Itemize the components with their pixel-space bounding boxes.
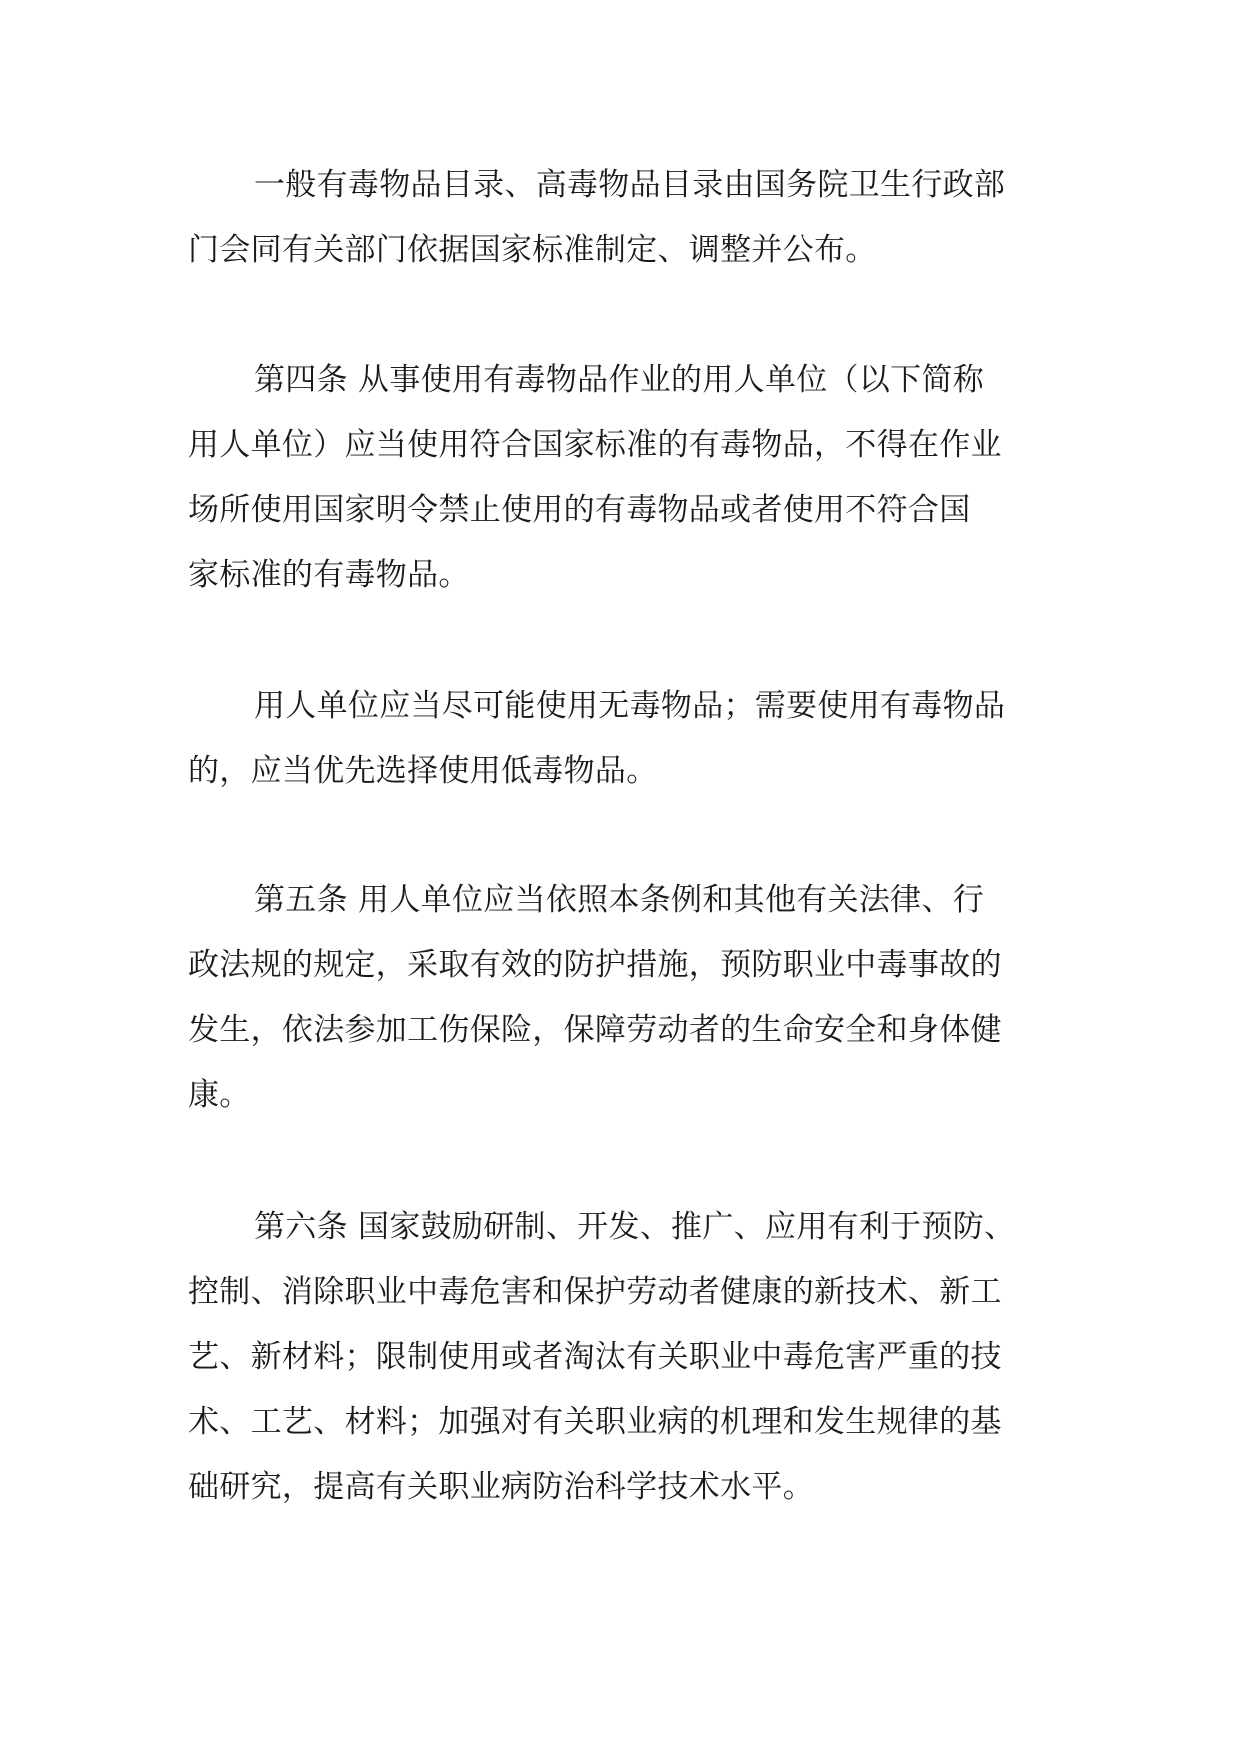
text-line: 的，应当优先选择使用低毒物品。 [188,753,658,789]
text-line: 础研究，提高有关职业病防治科学技术水平。 [188,1469,814,1505]
text-line: 政法规的规定，采取有效的防护措施，预防职业中毒事故的 [188,947,1002,983]
text-line: 控制、消除职业中毒危害和保护劳动者健康的新技术、新工 [188,1274,1002,1310]
text-line: 门会同有关部门依据国家标准制定、调整并公布。 [188,232,877,268]
text-line: 第四条 从事使用有毒物品作业的用人单位（以下简称 [254,362,985,398]
text-line: 术、工艺、材料；加强对有关职业病的机理和发生规律的基 [188,1404,1002,1440]
text-line: 用人单位应当尽可能使用无毒物品；需要使用有毒物品 [254,688,1006,724]
text-line: 场所使用国家明令禁止使用的有毒物品或者使用不符合国 [188,492,971,528]
text-line: 康。 [188,1077,251,1113]
text-line: 发生，依法参加工伤保险，保障劳动者的生命安全和身体健 [188,1012,1002,1048]
text-line: 家标准的有毒物品。 [188,557,470,593]
text-line: 艺、新材料；限制使用或者淘汰有关职业中毒危害严重的技 [188,1339,1002,1375]
paragraph-article-4 [188,348,1056,608]
paragraph-article-6 [188,1195,1056,1520]
text-line: 第五条 用人单位应当依照本条例和其他有关法律、行 [254,882,985,918]
paragraph-article-5 [188,868,1056,1128]
text-line: 一般有毒物品目录、高毒物品目录由国务院卫生行政部 [254,167,1006,203]
text-line: 用人单位）应当使用符合国家标准的有毒物品，不得在作业 [188,427,1002,463]
paragraph-low-toxicity [188,674,1056,804]
paragraph-toxic-catalog [188,153,1056,283]
text-line: 第六条 国家鼓励研制、开发、推广、应用有利于预防、 [254,1209,1016,1245]
